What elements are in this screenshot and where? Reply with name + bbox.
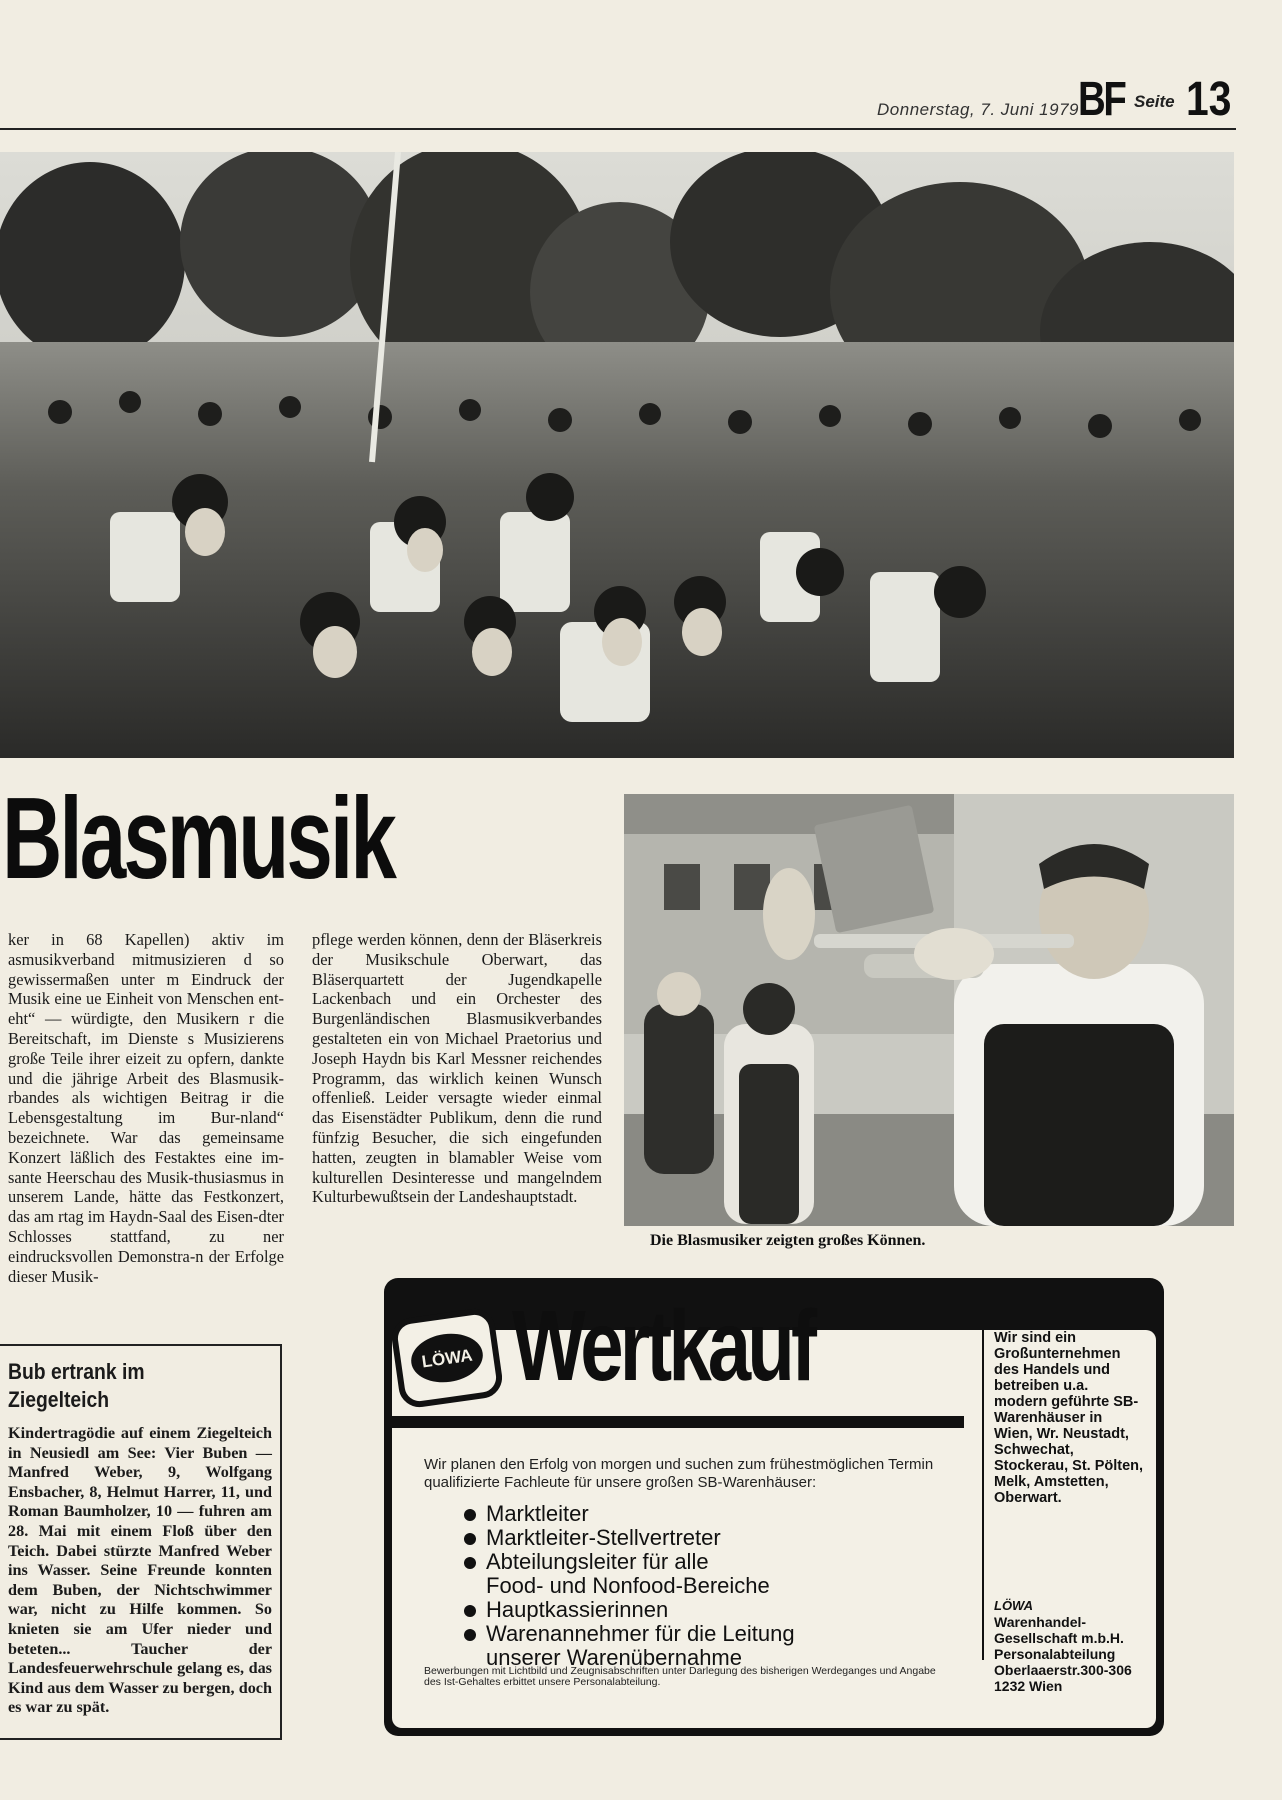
loewa-logo-text: LÖWA <box>420 1345 474 1372</box>
position-item <box>464 1502 944 1526</box>
position-item <box>464 1550 944 1574</box>
position-label: Warenannehmer für die Leitung <box>486 1621 795 1646</box>
photo-caption: Die Blasmusiker zeigten großes Können. <box>650 1232 926 1249</box>
photo-trumpeter <box>624 794 1234 1226</box>
position-label: Hauptkassierinnen <box>486 1597 669 1622</box>
bullet-icon <box>464 1629 476 1641</box>
company-description: Wir sind ein Großunternehmen des Handels und betreiben u.a. modern geführte SB-Warenhäuser in Wien, Wr. Neustadt, Schwechat, Stockerau, St. Pölten, Melk, Amstetten, Oberwart. <box>994 1330 1144 1506</box>
position-label: Marktleiter-Stellvertreter <box>486 1525 721 1550</box>
position-item <box>464 1526 944 1550</box>
ad-fine-print: Bewerbungen mit Lichtbild und Zeugnisabschriften unter Darlegung des bisherigen Werdeganges und Angabe des Ist-Gehaltes erbittet unsere Personalabteilung. <box>424 1665 936 1688</box>
article-column-2-text: pflege werden können, denn der Bläserkreis der Musikschule Oberwart, das Bläserquartett der Jugendkapelle Lackenbach und ein Orchester des Burgenländischen Blasmusikverbandes gestalteten ein von Michael Praetorius und Joseph Haydn bis Karl Messner reichendes Programm, das wirklich keinen Wunsch offenließ. Leider versagte wieder einmal das Eisenstädter Publikum, denn die rund fünfzig Besucher, die sich eingefunden hatten, zeugten in blamabler Weise vom kulturellen Desinteresse und mangelndem Kulturbewußtsein der Landeshauptstadt. <box>312 930 602 1207</box>
loewa-logo <box>392 1308 502 1408</box>
headline: Blasmusik <box>2 773 394 903</box>
contact-line: 1232 Wien <box>994 1678 1063 1694</box>
bullet-icon <box>464 1557 476 1569</box>
page-label: Seite <box>1134 92 1175 111</box>
position-label: Marktleiter <box>486 1501 589 1526</box>
position-label: Food- und Nonfood-Bereiche <box>486 1573 770 1598</box>
position-label: Abteilungsleiter für alle <box>486 1549 709 1574</box>
issue-date: Donnerstag, 7. Juni 1979 <box>877 100 1079 119</box>
page-number: 13 <box>1186 73 1232 126</box>
contact-address <box>994 1614 1144 1694</box>
article-column-1-text: ker in 68 Kapellen) aktiv im asmusikverband mitmusizieren d so gewissermaßen unter m Eindruck der Musik eine ue Einheit von Menschen ent-eht“ — würdigte, den Musikern r die Bereitschaft, im Dienste s Musizierens große Teile ihrer eizeit zu opfern, dankte und die jährige Arbeit des Blasmusik-rbandes als wichtigen Beitrag ir die Lebensgestaltung im Bur-nland“ bezeichnete. War das gemeinsame Konzert läßlich des Festaktes eine im-sante Heerschau des Musik-thusiasmus in unserem Lande, hätte das Festkonzert, das am rtag im Haydn-Saal des Eisen-dter Schlosses stattfand, zu ner eindrucksvollen Demonstra-n der Erfolge dieser Musik- <box>8 930 284 1286</box>
news-text: Kindertragödie auf einem Ziegelteich in Neusiedl am See: Vier Buben — Manfred Weber, 9, Wolfgang Ensbacher, 8, Helmut Harrer, 11, und Roman Baumholzer, 10 — fuhren am 28. Mai mit einem Floß über den Teich. Dabei stürzte Manfred Weber ins Wasser. Seine Freunde konnten dem Buben, der Nichtschwimmer war, nicht zu Hilfe kommen. So knieten sie am Ufer nieder und beteten... Taucher der Landesfeuerwehrschule gelang es, das Kind aus dem Wasser zu bergen, doch es war zu spät. <box>8 1424 272 1717</box>
header-rule <box>0 128 1236 130</box>
bullet-icon <box>464 1533 476 1545</box>
wertkauf-wordmark: Wertkauf <box>512 1290 814 1402</box>
position-label: unserer Warenübernahme <box>486 1645 742 1670</box>
position-item <box>464 1622 944 1646</box>
job-advertisement <box>384 1278 1164 1736</box>
contact-brand: LÖWA <box>994 1598 1033 1613</box>
news-title <box>8 1358 240 1414</box>
photo-crowd-brass-bands <box>0 152 1234 758</box>
position-item <box>464 1574 944 1598</box>
ad-main-copy <box>424 1456 944 1670</box>
company-contact <box>994 1598 1144 1694</box>
contact-line: Warenhandel- <box>994 1614 1087 1630</box>
article-column-1 <box>8 930 284 1330</box>
ad-side-rule <box>982 1330 984 1660</box>
position-item <box>464 1598 944 1622</box>
news-title-line-2: Ziegelteich <box>8 1387 110 1412</box>
wordmark-underline <box>384 1416 964 1428</box>
paper-logo: BF <box>1078 73 1125 126</box>
bullet-icon <box>464 1509 476 1521</box>
article-column-2 <box>312 930 602 1207</box>
contact-line: Personalabteilung <box>994 1646 1116 1662</box>
contact-line: Gesellschaft m.b.H. <box>994 1630 1124 1646</box>
bullet-icon <box>464 1605 476 1617</box>
position-list <box>464 1502 944 1670</box>
contact-line: Oberlaaerstr.300-306 <box>994 1662 1132 1678</box>
ad-intro: Wir planen den Erfolg von morgen und suchen zum frühestmöglichen Termin qualifizierte Fachleute für unsere großen SB-Warenhäuser: <box>424 1456 934 1491</box>
news-title-line-1: Bub ertrank im <box>8 1359 145 1384</box>
news-box <box>0 1344 282 1740</box>
